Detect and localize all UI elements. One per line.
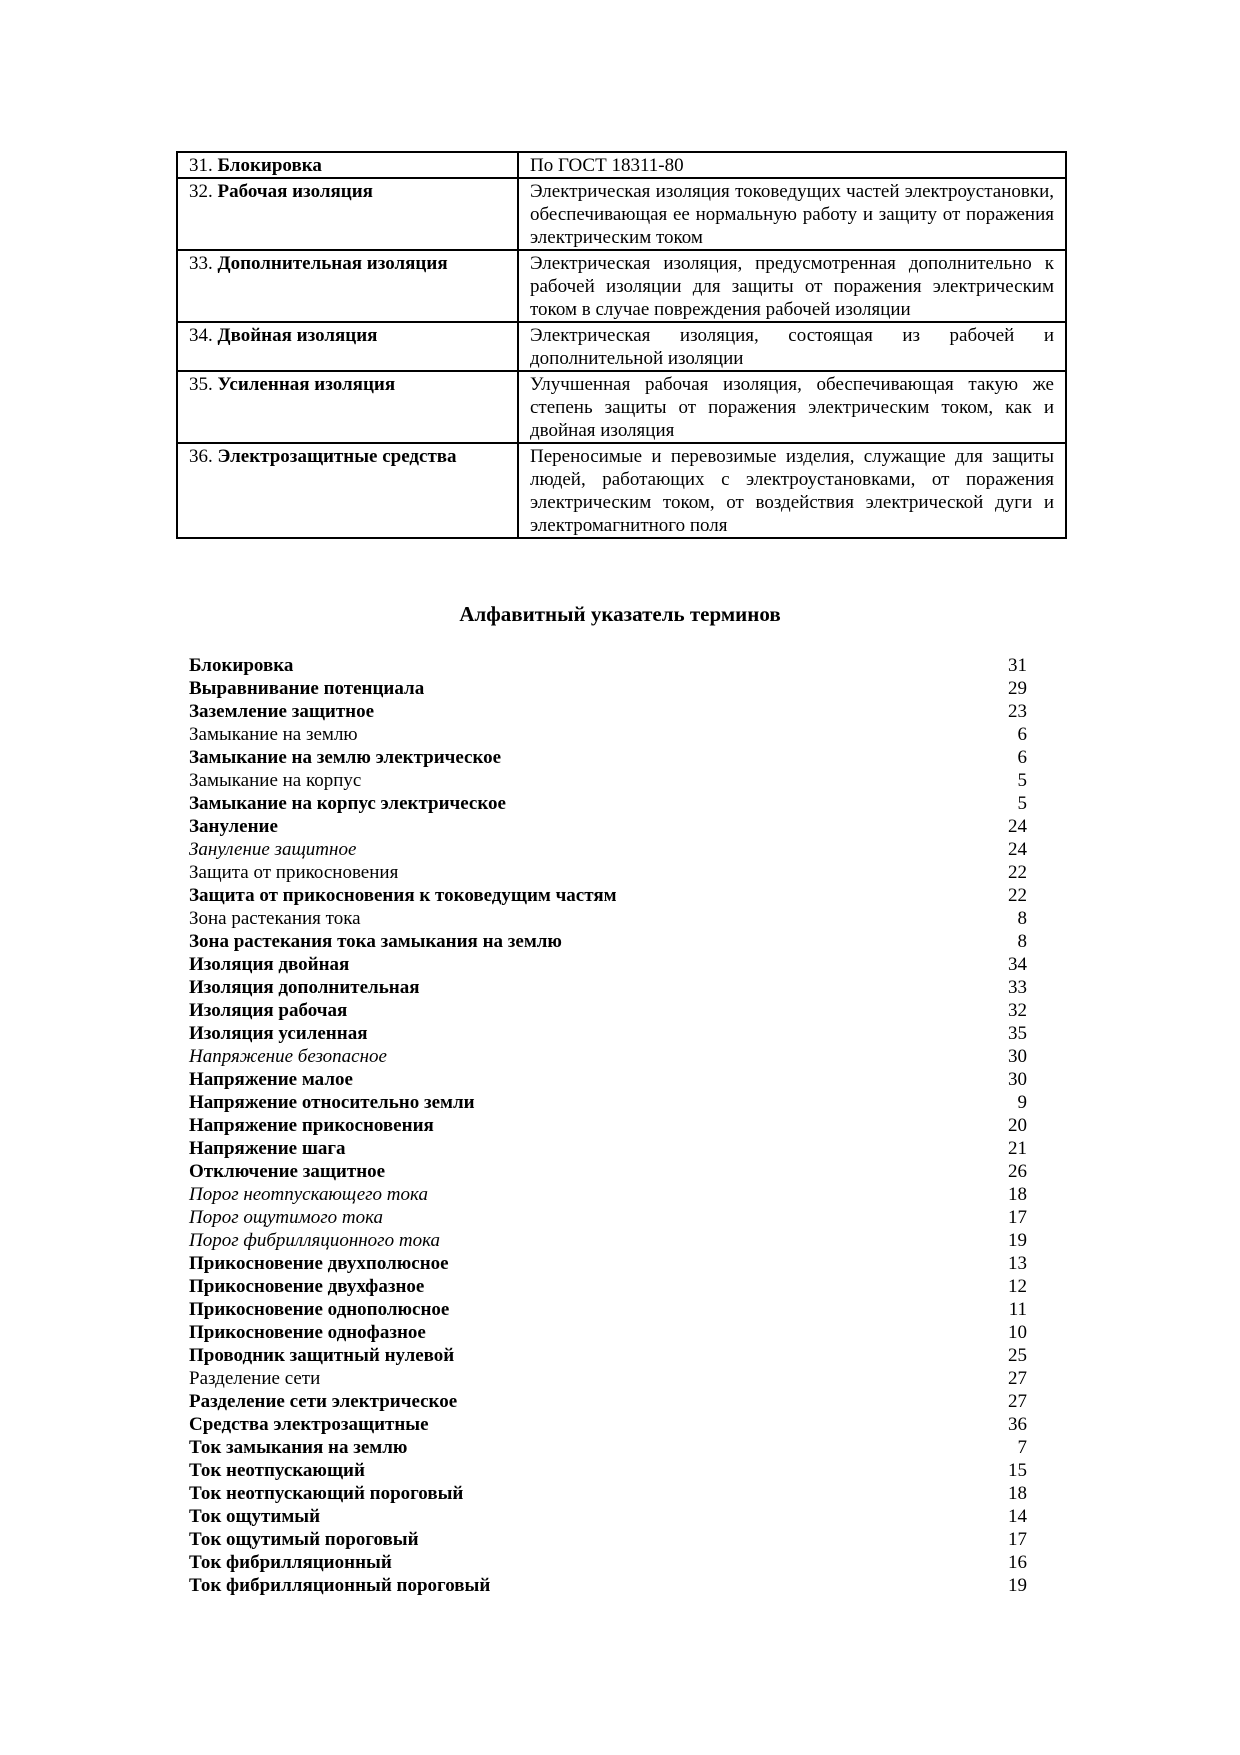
index-page-number: 18 (1008, 1184, 1027, 1205)
index-entry (189, 1413, 1027, 1436)
index-entry (189, 1229, 1027, 1252)
index-entry (189, 1160, 1027, 1183)
index-term: Разделение сети электрическое (189, 1391, 458, 1412)
index-page-number: 19 (1008, 1230, 1027, 1251)
index-page-number: 36 (1008, 1414, 1027, 1435)
index-page-number: 35 (1008, 1023, 1027, 1044)
index-term: Ток замыкания на землю (189, 1437, 408, 1458)
index-page-number: 32 (1008, 1000, 1027, 1021)
index-page-number: 14 (1008, 1506, 1027, 1527)
index-term: Зона растекания тока замыкания на землю (189, 931, 562, 952)
index-entry (189, 861, 1027, 884)
index-page-number: 27 (1008, 1391, 1027, 1412)
index-term: Блокировка (189, 655, 294, 676)
definition-cell: Электрическая изоляция, состоящая из рабочей и дополнительной изоляции (518, 322, 1066, 371)
index-page-number: 5 (1017, 793, 1027, 814)
index-entry (189, 746, 1027, 769)
index-term: Замыкание на корпус электрическое (189, 793, 506, 814)
table-row (177, 443, 1066, 538)
index-page-number: 30 (1008, 1046, 1027, 1067)
table-row (177, 250, 1066, 322)
index-page-number: 9 (1017, 1092, 1027, 1113)
table-row (177, 178, 1066, 250)
index-entry (189, 1252, 1027, 1275)
index-term: Зануление защитное (189, 839, 357, 860)
term-number: 36. (189, 446, 213, 467)
index-entry (189, 1114, 1027, 1137)
index-page-number: 16 (1008, 1552, 1027, 1573)
index-term: Изоляция рабочая (189, 1000, 348, 1021)
index-page-number: 13 (1008, 1253, 1027, 1274)
definition-cell: Электрическая изоляция токоведущих частей электроустановки, обеспечивающая ее нормальную работу и защиту от поражения электрическим током (518, 178, 1066, 250)
definition-cell: Переносимые и перевозимые изделия, служащие для защиты людей, работающих с электроустановками, от поражения электрическим током, от воздействия электрической дуги и электромагнитного поля (518, 443, 1066, 538)
index-term: Порог неотпускающего тока (189, 1184, 428, 1205)
index-entry (189, 907, 1027, 930)
index-term: Ток ощутимый пороговый (189, 1529, 419, 1550)
index-page-number: 33 (1008, 977, 1027, 998)
index-entry (189, 700, 1027, 723)
term-number: 33. (189, 253, 213, 274)
index-term: Напряжение прикосновения (189, 1115, 434, 1136)
index-entry (189, 1367, 1027, 1390)
index-term: Отключение защитное (189, 1161, 386, 1182)
term-cell (177, 152, 518, 178)
index-term: Напряжение малое (189, 1069, 353, 1090)
index-term: Разделение сети (189, 1368, 321, 1389)
index-term: Напряжение относительно земли (189, 1092, 475, 1113)
index-entry (189, 1344, 1027, 1367)
index-page-number: 17 (1008, 1207, 1027, 1228)
index-term: Прикосновение двухфазное (189, 1276, 425, 1297)
index-page-number: 11 (1008, 1299, 1027, 1320)
index-term: Ток фибрилляционный пороговый (189, 1575, 491, 1596)
alphabetical-index (189, 654, 1027, 1597)
terms-table (176, 151, 1067, 539)
index-term: Заземление защитное (189, 701, 375, 722)
index-entry (189, 1459, 1027, 1482)
index-page-number: 15 (1008, 1460, 1027, 1481)
index-page-number: 22 (1008, 885, 1027, 906)
index-term: Порог фибрилляционного тока (189, 1230, 440, 1251)
index-entry (189, 1321, 1027, 1344)
index-entry (189, 1505, 1027, 1528)
index-page-number: 10 (1008, 1322, 1027, 1343)
index-term: Ток неотпускающий пороговый (189, 1483, 464, 1504)
table-row (177, 152, 1066, 178)
index-page-number: 8 (1017, 931, 1027, 952)
index-entry (189, 1275, 1027, 1298)
index-heading: Алфавитный указатель терминов (459, 602, 781, 626)
term-cell (177, 371, 518, 443)
index-entry (189, 654, 1027, 677)
term-name: Электрозащитные средства (217, 446, 457, 467)
index-page-number: 29 (1008, 678, 1027, 699)
term-number: 32. (189, 181, 213, 202)
index-entry (189, 677, 1027, 700)
index-page-number: 25 (1008, 1345, 1027, 1366)
index-page-number: 27 (1008, 1368, 1027, 1389)
index-term: Выравнивание потенциала (189, 678, 425, 699)
index-page-number: 12 (1008, 1276, 1027, 1297)
term-cell (177, 178, 518, 250)
index-entry (189, 930, 1027, 953)
index-entry (189, 1298, 1027, 1321)
index-page-number: 17 (1008, 1529, 1027, 1550)
index-entry (189, 1045, 1027, 1068)
definition-cell: Улучшенная рабочая изоляция, обеспечивающая такую же степень защиты от поражения электрическим током, как и двойная изоляция (518, 371, 1066, 443)
index-entry (189, 1574, 1027, 1597)
term-number: 35. (189, 374, 213, 395)
index-entry (189, 884, 1027, 907)
definition-cell: По ГОСТ 18311-80 (518, 152, 1066, 178)
index-entry (189, 769, 1027, 792)
index-entry (189, 723, 1027, 746)
index-entry (189, 1206, 1027, 1229)
index-term: Замыкание на землю электрическое (189, 747, 502, 768)
table-row (177, 371, 1066, 443)
term-number: 31. (189, 155, 213, 176)
index-term: Прикосновение однополюсное (189, 1299, 450, 1320)
index-page-number: 18 (1008, 1483, 1027, 1504)
definition-cell: Электрическая изоляция, предусмотренная дополнительно к рабочей изоляции для защиты от поражения электрическим током в случае повреждения рабочей изоляции (518, 250, 1066, 322)
index-term: Ток ощутимый (189, 1506, 321, 1527)
term-name: Двойная изоляция (217, 325, 378, 346)
index-page-number: 22 (1008, 862, 1027, 883)
index-term: Ток неотпускающий (189, 1460, 365, 1481)
index-entry (189, 1183, 1027, 1206)
index-page-number: 6 (1017, 724, 1027, 745)
index-entry (189, 1091, 1027, 1114)
index-page-number: 34 (1008, 954, 1027, 975)
index-term: Порог ощутимого тока (189, 1207, 384, 1228)
index-term: Замыкание на корпус (189, 770, 362, 791)
index-entry (189, 815, 1027, 838)
index-entry (189, 1436, 1027, 1459)
index-page-number: 20 (1008, 1115, 1027, 1136)
index-entry (189, 1022, 1027, 1045)
index-entry (189, 1482, 1027, 1505)
index-entry (189, 792, 1027, 815)
index-entry (189, 953, 1027, 976)
index-term: Прикосновение двухполюсное (189, 1253, 449, 1274)
index-page-number: 19 (1008, 1575, 1027, 1596)
index-entry (189, 999, 1027, 1022)
index-term: Напряжение безопасное (189, 1046, 387, 1067)
index-term: Напряжение шага (189, 1138, 346, 1159)
index-term: Средства электрозащитные (189, 1414, 429, 1435)
index-page-number: 8 (1017, 908, 1027, 929)
index-page-number: 5 (1017, 770, 1027, 791)
index-term: Изоляция дополнительная (189, 977, 420, 998)
index-term: Прикосновение однофазное (189, 1322, 426, 1343)
index-entry (189, 1551, 1027, 1574)
index-page-number: 6 (1017, 747, 1027, 768)
index-entry (189, 838, 1027, 861)
index-term: Изоляция усиленная (189, 1023, 368, 1044)
index-page-number: 31 (1008, 655, 1027, 676)
index-term: Зона растекания тока (189, 908, 361, 929)
index-page-number: 21 (1008, 1138, 1027, 1159)
index-page-number: 7 (1017, 1437, 1027, 1458)
index-entry (189, 1068, 1027, 1091)
term-cell (177, 250, 518, 322)
index-page-number: 23 (1008, 701, 1027, 722)
index-page-number: 24 (1008, 839, 1027, 860)
index-entry (189, 1137, 1027, 1160)
terms-table-body (177, 152, 1066, 538)
index-term: Защита от прикосновения к токоведущим частям (189, 885, 617, 906)
term-cell (177, 322, 518, 371)
index-page-number: 24 (1008, 816, 1027, 837)
index-term: Изоляция двойная (189, 954, 350, 975)
index-term: Проводник защитный нулевой (189, 1345, 455, 1366)
index-page-number: 26 (1008, 1161, 1027, 1182)
term-number: 34. (189, 325, 213, 346)
index-term: Замыкание на землю (189, 724, 358, 745)
index-entry (189, 976, 1027, 999)
index-entry (189, 1390, 1027, 1413)
term-name: Блокировка (217, 155, 322, 176)
term-name: Дополнительная изоляция (217, 253, 448, 274)
index-entry (189, 1528, 1027, 1551)
index-term: Защита от прикосновения (189, 862, 399, 883)
table-row (177, 322, 1066, 371)
index-page-number: 30 (1008, 1069, 1027, 1090)
term-name: Усиленная изоляция (217, 374, 396, 395)
index-term: Ток фибрилляционный (189, 1552, 392, 1573)
index-term: Зануление (189, 816, 278, 837)
term-cell (177, 443, 518, 538)
term-name: Рабочая изоляция (217, 181, 373, 202)
